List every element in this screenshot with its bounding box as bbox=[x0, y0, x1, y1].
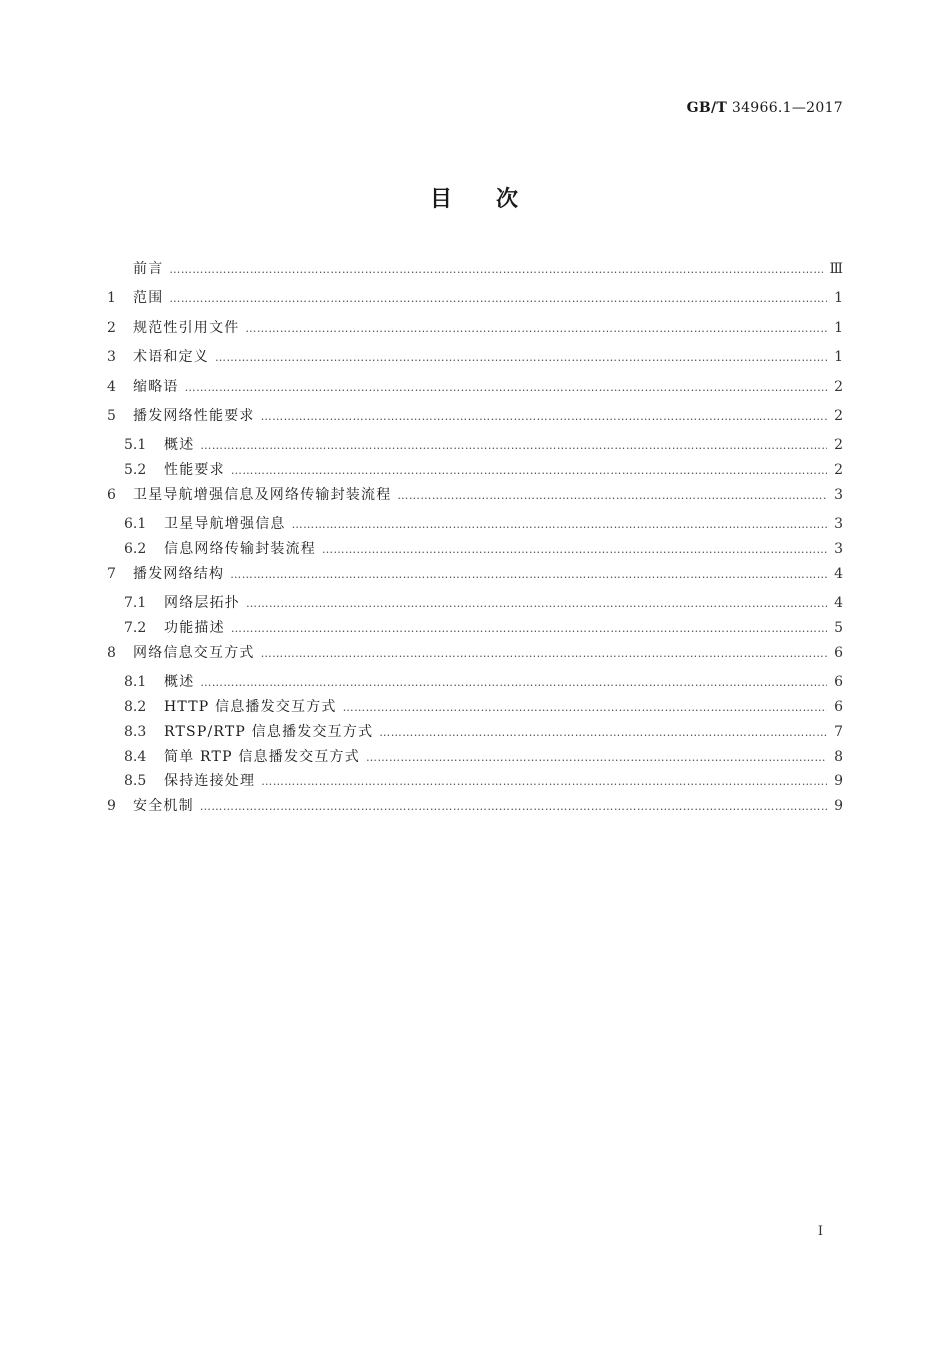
toc-entry[interactable] bbox=[107, 317, 843, 346]
toc-leader-dots bbox=[169, 292, 827, 305]
toc-leader-dots bbox=[185, 381, 827, 394]
toc-entry[interactable] bbox=[107, 538, 843, 563]
toc-entry-page: 4 bbox=[834, 565, 843, 582]
toc-entry-page: 8 bbox=[834, 748, 843, 765]
toc-leader-dots bbox=[261, 775, 827, 788]
toc-entry-label: 播发网络结构 bbox=[133, 565, 225, 582]
toc-entry-number: 6.1 bbox=[124, 516, 147, 533]
toc-entry-label: 播发网络性能要求 bbox=[133, 407, 255, 424]
toc-entry-number: 8 bbox=[107, 644, 116, 661]
toc-entry-label: RTSP/RTP 信息播发交互方式 bbox=[164, 723, 374, 740]
toc-entry[interactable] bbox=[107, 434, 843, 459]
toc-entry-page: 2 bbox=[834, 437, 843, 454]
toc-entry-label: 卫星导航增强信息及网络传输封装流程 bbox=[133, 486, 392, 503]
toc-leader-dots bbox=[261, 647, 827, 660]
toc-entry[interactable] bbox=[107, 746, 843, 771]
toc-entry-page: 7 bbox=[834, 723, 843, 740]
toc-entry-label: 概述 bbox=[164, 437, 195, 454]
toc-entry-label: 概述 bbox=[164, 674, 195, 691]
standard-code bbox=[687, 100, 843, 116]
toc-entry-label: 术语和定义 bbox=[133, 349, 209, 366]
toc-entry-number: 8.1 bbox=[124, 674, 147, 691]
standard-code-prefix: GB/T bbox=[686, 100, 728, 116]
toc-entry-number: 5 bbox=[107, 407, 116, 424]
toc-entry[interactable] bbox=[107, 346, 843, 375]
toc-leader-dots bbox=[230, 568, 827, 581]
toc-entry-page: 5 bbox=[834, 620, 843, 637]
toc-entry-page: 1 bbox=[834, 290, 843, 307]
toc-entry-number: 5.1 bbox=[124, 437, 147, 454]
toc-entry-number: 9 bbox=[107, 798, 116, 815]
toc-entry-number: 7.2 bbox=[124, 620, 147, 637]
toc-entry-page: 4 bbox=[834, 595, 843, 612]
toc-entry-page: 2 bbox=[834, 407, 843, 424]
toc-entry-label: 安全机制 bbox=[133, 798, 194, 815]
toc-leader-dots bbox=[215, 351, 827, 364]
toc-leader-dots bbox=[379, 726, 827, 739]
toc-leader-dots bbox=[397, 489, 827, 502]
toc-entry-page: 6 bbox=[834, 644, 843, 661]
toc-entry-number: 8.3 bbox=[124, 723, 147, 740]
toc-leader-dots bbox=[231, 464, 827, 477]
toc-entry-page: 6 bbox=[834, 674, 843, 691]
toc-entry[interactable] bbox=[107, 795, 843, 824]
toc-entry-page: 9 bbox=[834, 773, 843, 790]
toc-leader-dots bbox=[200, 800, 827, 813]
toc-entry-label: 网络信息交互方式 bbox=[133, 644, 255, 661]
toc-leader-dots bbox=[292, 518, 827, 531]
toc-entry-label: 卫星导航增强信息 bbox=[164, 516, 286, 533]
toc-entry-label: 网络层拓扑 bbox=[164, 595, 240, 612]
toc-entry[interactable] bbox=[107, 376, 843, 405]
table-of-contents bbox=[107, 258, 843, 825]
standard-code-number: 34966.1—2017 bbox=[727, 100, 843, 116]
toc-entry[interactable] bbox=[107, 671, 843, 696]
toc-leader-dots bbox=[200, 439, 827, 452]
toc-entry-number: 3 bbox=[107, 349, 116, 366]
toc-entry[interactable] bbox=[107, 642, 843, 671]
toc-entry-label: 保持连接处理 bbox=[164, 773, 256, 790]
title-char-1: 目 bbox=[429, 187, 454, 212]
page-title bbox=[0, 182, 950, 213]
toc-leader-dots bbox=[366, 751, 827, 764]
toc-leader-dots bbox=[200, 676, 827, 689]
toc-entry-label: 前言 bbox=[133, 261, 164, 277]
toc-entry[interactable] bbox=[107, 770, 843, 795]
toc-entry[interactable] bbox=[107, 459, 843, 484]
toc-entry-page: 3 bbox=[834, 486, 843, 503]
toc-entry-page: 2 bbox=[834, 462, 843, 479]
toc-entry-label: 功能描述 bbox=[164, 620, 225, 637]
toc-entry[interactable] bbox=[107, 258, 843, 287]
toc-leader-dots bbox=[231, 622, 827, 635]
toc-entry[interactable] bbox=[107, 617, 843, 642]
toc-entry-page: Ⅲ bbox=[829, 261, 843, 277]
toc-entry-page: 1 bbox=[834, 349, 843, 366]
toc-entry-page: 1 bbox=[834, 319, 843, 336]
toc-entry[interactable] bbox=[107, 563, 843, 592]
toc-entry[interactable] bbox=[107, 721, 843, 746]
toc-entry-page: 2 bbox=[834, 378, 843, 395]
toc-entry-page: 6 bbox=[834, 699, 843, 716]
toc-entry-number: 5.2 bbox=[124, 462, 147, 479]
toc-leader-dots bbox=[261, 410, 827, 423]
toc-leader-dots bbox=[169, 263, 823, 276]
footer-page-number: I bbox=[817, 1224, 823, 1239]
toc-leader-dots bbox=[343, 701, 827, 714]
toc-entry-label: 简单 RTP 信息播发交互方式 bbox=[164, 748, 360, 765]
toc-entry-label: 性能要求 bbox=[164, 462, 225, 479]
toc-entry-page: 3 bbox=[834, 541, 843, 558]
toc-entry-number: 8.2 bbox=[124, 699, 147, 716]
toc-leader-dots bbox=[322, 543, 827, 556]
toc-entry[interactable] bbox=[107, 696, 843, 721]
toc-entry-number: 7.1 bbox=[124, 595, 147, 612]
toc-entry[interactable] bbox=[107, 287, 843, 316]
toc-entry-label: 信息网络传输封装流程 bbox=[164, 541, 316, 558]
toc-leader-dots bbox=[245, 322, 827, 335]
toc-entry[interactable] bbox=[107, 484, 843, 513]
toc-entry-number: 6 bbox=[107, 486, 116, 503]
toc-entry-number: 7 bbox=[107, 565, 116, 582]
toc-entry-label: 规范性引用文件 bbox=[133, 319, 240, 336]
toc-entry-number: 2 bbox=[107, 319, 116, 336]
toc-entry-number: 6.2 bbox=[124, 541, 147, 558]
toc-entry-number: 4 bbox=[107, 378, 116, 395]
toc-entry[interactable] bbox=[107, 592, 843, 617]
toc-entry-page: 3 bbox=[834, 516, 843, 533]
toc-entry-page: 9 bbox=[834, 798, 843, 815]
title-char-2: 次 bbox=[496, 187, 521, 212]
toc-leader-dots bbox=[246, 597, 827, 610]
toc-entry[interactable] bbox=[107, 513, 843, 538]
toc-entry[interactable] bbox=[107, 405, 843, 434]
toc-entry-label: 范围 bbox=[133, 290, 164, 307]
toc-entry-number: 8.5 bbox=[124, 773, 147, 790]
toc-entry-number: 8.4 bbox=[124, 748, 147, 765]
toc-entry-label: HTTP 信息播发交互方式 bbox=[164, 699, 337, 716]
toc-entry-number: 1 bbox=[107, 290, 116, 307]
toc-entry-label: 缩略语 bbox=[133, 378, 179, 395]
